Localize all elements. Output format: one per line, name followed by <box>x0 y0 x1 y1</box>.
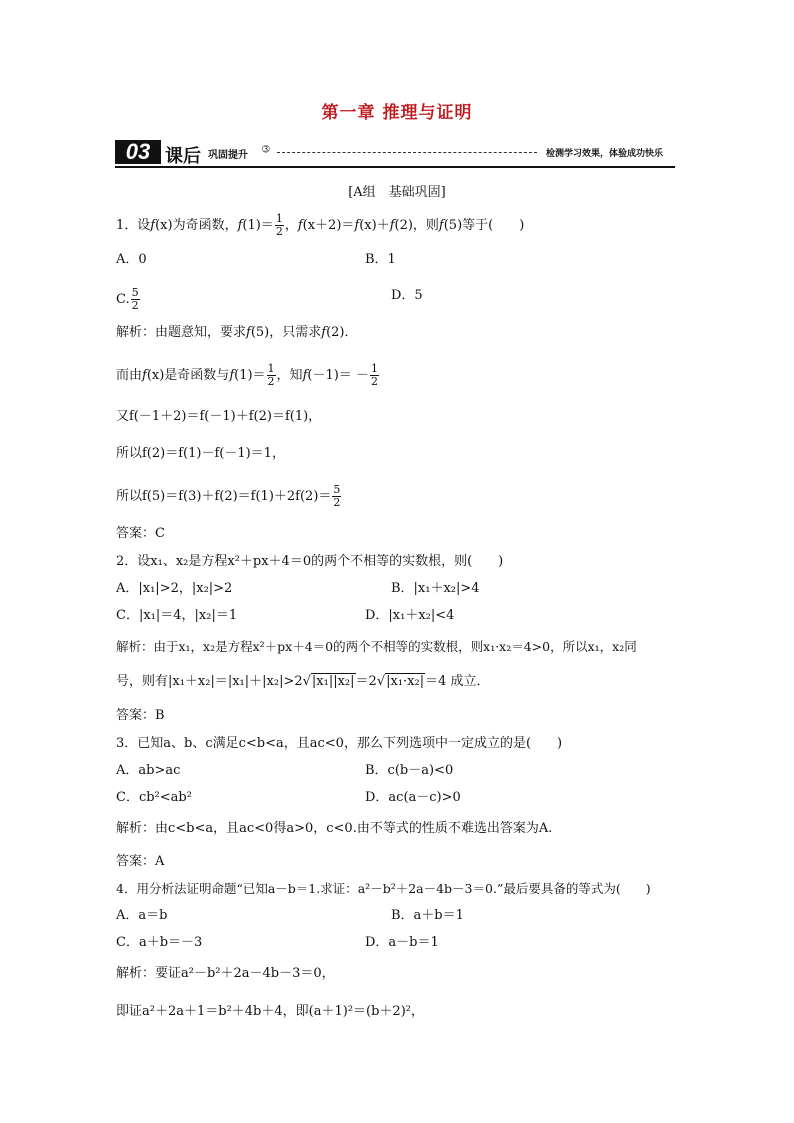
q1-solution-1: 解析：由题意知，要求f(5)，只需求f(2)． <box>116 325 358 340</box>
q4-stem: 4．用分析法证明命题“已知a－b＝1.求证：a²－b²＋2a－4b－3＝0.”最后要具备的等式为( ) <box>116 881 651 896</box>
circle-arrow-icon: ➂ <box>262 145 270 155</box>
q3-stem: 3．已知a、b、c满足c<b<a，且ac<0，那么下列选项中一定成立的是( ) <box>116 736 563 751</box>
q1-solution-2: 而由f(x)是奇函数与f(1)＝ $\frac{1}{2}$ ，知f(－1)＝ － $\frac{1}{2}$ <box>116 362 378 388</box>
q2-stem: 2．设x₁、x₂是方程x²＋px＋4＝0的两个不相等的实数根，则( ) <box>116 554 504 569</box>
banner-word: 课后 <box>165 146 201 166</box>
q1-option-b: B．1 <box>365 252 396 267</box>
q3-answer: 答案：A <box>116 854 165 869</box>
q3-solution: 解析：由c<b<a，且ac<0得a>0，c<0.由不等式的性质不难选出答案为A. <box>116 821 553 836</box>
q3-option-c: C．cb²<ab² <box>116 790 192 805</box>
chapter-title: 第一章 推理与证明 <box>321 103 473 123</box>
q4-option-b: B．a＋b＝1 <box>391 908 464 923</box>
banner-number: 03 <box>115 140 161 164</box>
q4-solution-2: 即证a²＋2a＋1＝b²＋4b＋4，即(a＋1)²＝(b＋2)²， <box>116 1004 424 1019</box>
q1-option-d: D．5 <box>391 288 423 303</box>
q4-option-c: C．a＋b＝－3 <box>116 935 203 950</box>
q2-answer: 答案：B <box>116 708 165 723</box>
q2-solution-2: 号，则有|x₁＋x₂|＝|x₁|＋|x₂|>2√|x₁||x₂|＝2√|x₁·x₂|＝4 成立． <box>116 674 490 689</box>
q4-option-d: D．a－b＝1 <box>365 935 439 950</box>
banner-tagline: 检测学习效果，体验成功快乐 <box>545 149 663 159</box>
q4-option-a: A．a＝b <box>116 908 168 923</box>
q2-option-d: D．|x₁＋x₂|<4 <box>365 608 455 623</box>
q1-solution-4: 所以f(2)＝f(1)－f(－1)＝1， <box>116 446 285 461</box>
q2-solution-1: 解析：由于x₁，x₂是方程x²＋px＋4＝0的两个不相等的实数根，则x₁·x₂＝4>0，所以x₁，x₂同 <box>116 639 637 654</box>
q3-option-b: B．c(b－a)<0 <box>365 763 454 778</box>
q1-solution-3: 又f(－1＋2)＝f(－1)＋f(2)＝f(1)， <box>116 409 322 424</box>
q1-answer: 答案：C <box>116 526 165 541</box>
q3-option-d: D．ac(a－c)>0 <box>365 790 461 805</box>
q3-option-a: A．ab>ac <box>116 763 181 778</box>
q1-fraction: $\frac{1}{2}$ <box>275 212 283 238</box>
section-heading: [A组 基础巩固] <box>348 185 446 200</box>
banner-subtitle: 巩固提升 <box>208 150 248 161</box>
banner-rule <box>115 166 675 168</box>
section-banner <box>115 140 675 168</box>
q2-option-b: B．|x₁＋x₂|>4 <box>391 581 480 596</box>
q4-solution-1: 解析：要证a²－b²＋2a－4b－3＝0， <box>116 966 335 981</box>
dashed-divider <box>277 152 537 153</box>
q2-option-c: C．|x₁|＝4，|x₂|＝1 <box>116 608 238 623</box>
q1-solution-5: 所以f(5)＝f(3)＋f(2)＝f(1)＋2f(2)＝ $\frac{5}{2}$ <box>116 483 341 509</box>
q1-stem: 1．设f(x)为奇函数，f(1)＝ $\frac{1}{2}$ ，f(x＋2)＝f(x)＋f(2)，则f(5)等于( ) <box>116 212 525 238</box>
q2-option-a: A．|x₁|>2，|x₂|>2 <box>116 581 233 596</box>
q1-option-c: C. $\frac{5}{2}$ <box>116 286 139 312</box>
q1-option-a: A．0 <box>116 252 147 267</box>
